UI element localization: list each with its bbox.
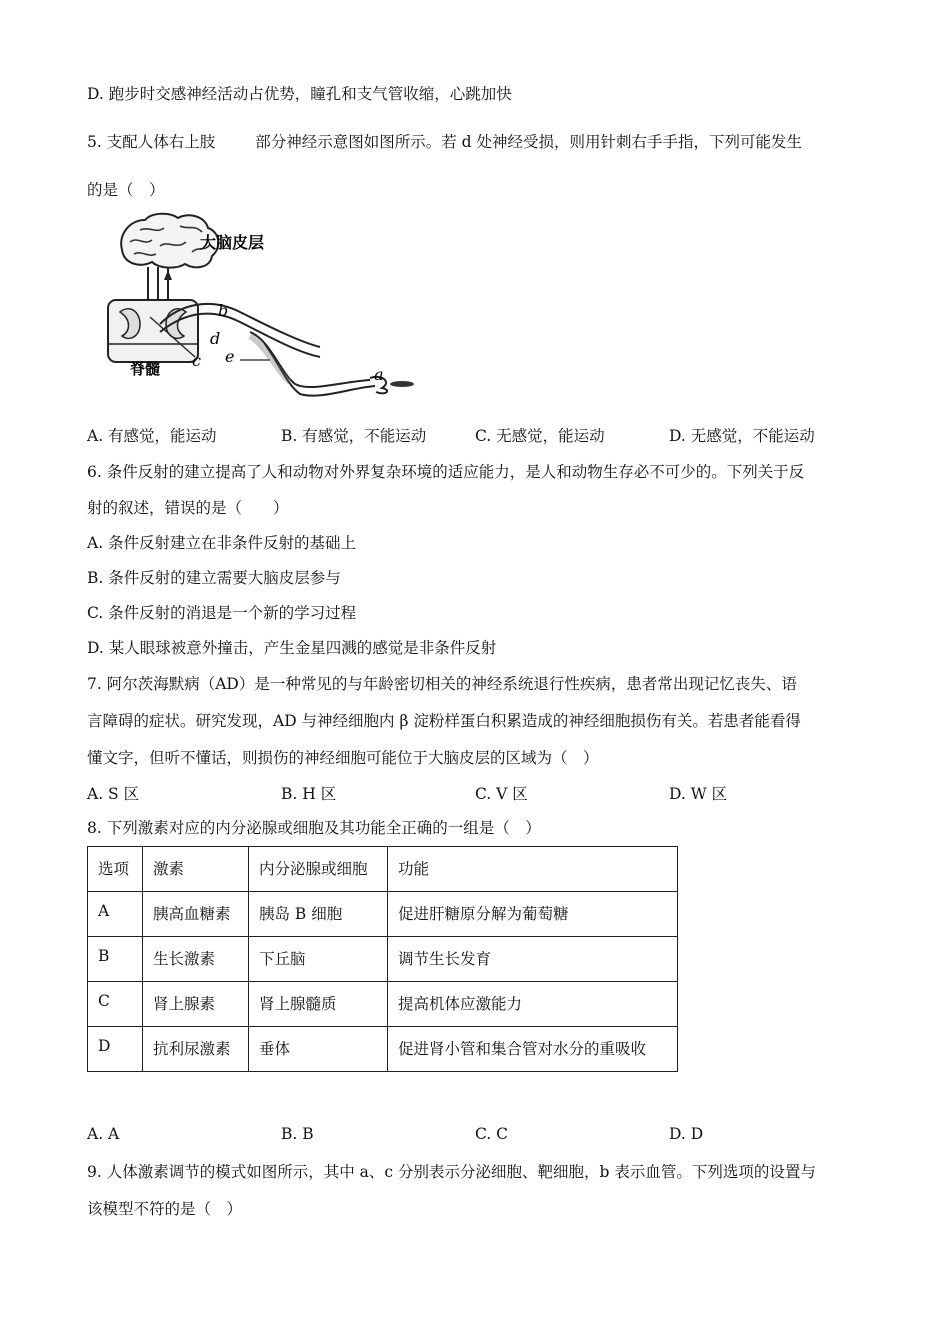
table-cell: 促进肝糖原分解为葡萄糖 [388,892,678,937]
q8-option-b: B. B [281,1125,314,1143]
table-cell: B [88,937,143,982]
table-cell: 胰高血糖素 [143,892,249,937]
table-header-row [88,847,678,892]
table-cell: 生长激素 [143,937,249,982]
table-cell: A [88,892,143,937]
header-cell: 选项 [88,847,143,892]
q8-stem: 8. 下列激素对应的内分泌腺或细胞及其功能全正确的一组是（ ） [87,819,541,837]
table-cell: 促进肾小管和集合管对水分的重吸收 [388,1027,678,1072]
q9-stem-line1: 9. 人体激素调节的模式如图所示，其中 a、c 分别表示分泌细胞、靶细胞，b 表示血管。下列选项的设置与 [87,1163,816,1181]
label-a: a [374,365,384,384]
q8-option-c: C. C [475,1125,509,1143]
label-cortex: 大脑皮层 [200,233,265,252]
header-cell: 激素 [143,847,249,892]
hormone-table [87,846,678,1072]
spinal-cord-icon [108,300,198,362]
label-b: b [218,301,229,320]
q5-stem-line1 [87,130,802,152]
table-row [88,982,678,1027]
arm-icon [250,332,414,396]
q9-stem-line2: 该模型不符的是（ ） [87,1200,243,1218]
nerve-diagram [100,212,430,412]
q4-option-d: D. 跑步时交感神经活动占优势，瞳孔和支气管收缩，心跳加快 [87,85,512,103]
q5-stem-part1: 5. 支配人体右上肢 [87,133,216,151]
q6-option-c: C. 条件反射的消退是一个新的学习过程 [87,604,357,622]
table-cell: 胰岛 B 细胞 [249,892,388,937]
q8-option-d: D. D [669,1125,704,1143]
table-cell: 抗利尿激素 [143,1027,249,1072]
q7-option-b: B. H 区 [281,785,337,803]
table-cell: 下丘脑 [249,937,388,982]
q6-option-a: A. 条件反射建立在非条件反射的基础上 [87,534,357,552]
q7-stem-line2: 言障碍的症状。研究发现，AD 与神经细胞内 β 淀粉样蛋白积累造成的神经细胞损伤有关。若患者能看得 [87,712,801,730]
table-row [88,937,678,982]
table-cell: 垂体 [249,1027,388,1072]
header-cell: 功能 [388,847,678,892]
table-cell: D [88,1027,143,1072]
q5-option-b: B. 有感觉，不能运动 [281,427,427,445]
q7-stem-line3: 懂文字，但听不懂话，则损伤的神经细胞可能位于大脑皮层的区域为（ ） [87,749,599,767]
q7-option-d: D. W 区 [669,785,728,803]
table-row [88,1027,678,1072]
q7-option-c: C. V 区 [475,785,528,803]
q5-stem-part2: 部分神经示意图如图所示。若 d 处神经受损，则用针刺右手手指，下列可能发生 [255,133,802,151]
q6-option-d: D. 某人眼球被意外撞击，产生金星四溅的感觉是非条件反射 [87,639,497,657]
q7-stem-line1: 7. 阿尔茨海默病（AD）是一种常见的与年龄密切相关的神经系统退行性疾病，患者常出现记忆丧失、语 [87,675,797,693]
table-cell: 肾上腺素 [143,982,249,1027]
header-cell: 内分泌腺或细胞 [249,847,388,892]
table-cell: C [88,982,143,1027]
table-cell: 肾上腺髓质 [249,982,388,1027]
table-row [88,892,678,937]
q5-option-a: A. 有感觉，能运动 [87,427,217,445]
q8-option-a: A. A [87,1125,120,1143]
q7-option-a: A. S 区 [87,785,140,803]
q5-stem-line2: 的是（ ） [87,181,165,199]
q6-option-b: B. 条件反射的建立需要大脑皮层参与 [87,569,341,587]
table-cell: 提高机体应激能力 [388,982,678,1027]
table-cell: 调节生长发育 [388,937,678,982]
q5-option-d: D. 无感觉，不能运动 [669,427,815,445]
q6-stem-line1: 6. 条件反射的建立提高了人和动物对外界复杂环境的适应能力，是人和动物生存必不可少的。下列关于反 [87,463,805,481]
q6-stem-line2: 射的叙述，错误的是（ ） [87,499,289,517]
label-e: e [225,347,235,366]
label-d: d [210,329,221,348]
label-spinal-cord: 脊髓 [130,360,161,378]
q5-option-c: C. 无感觉，能运动 [475,427,605,445]
label-c: c [192,351,201,370]
